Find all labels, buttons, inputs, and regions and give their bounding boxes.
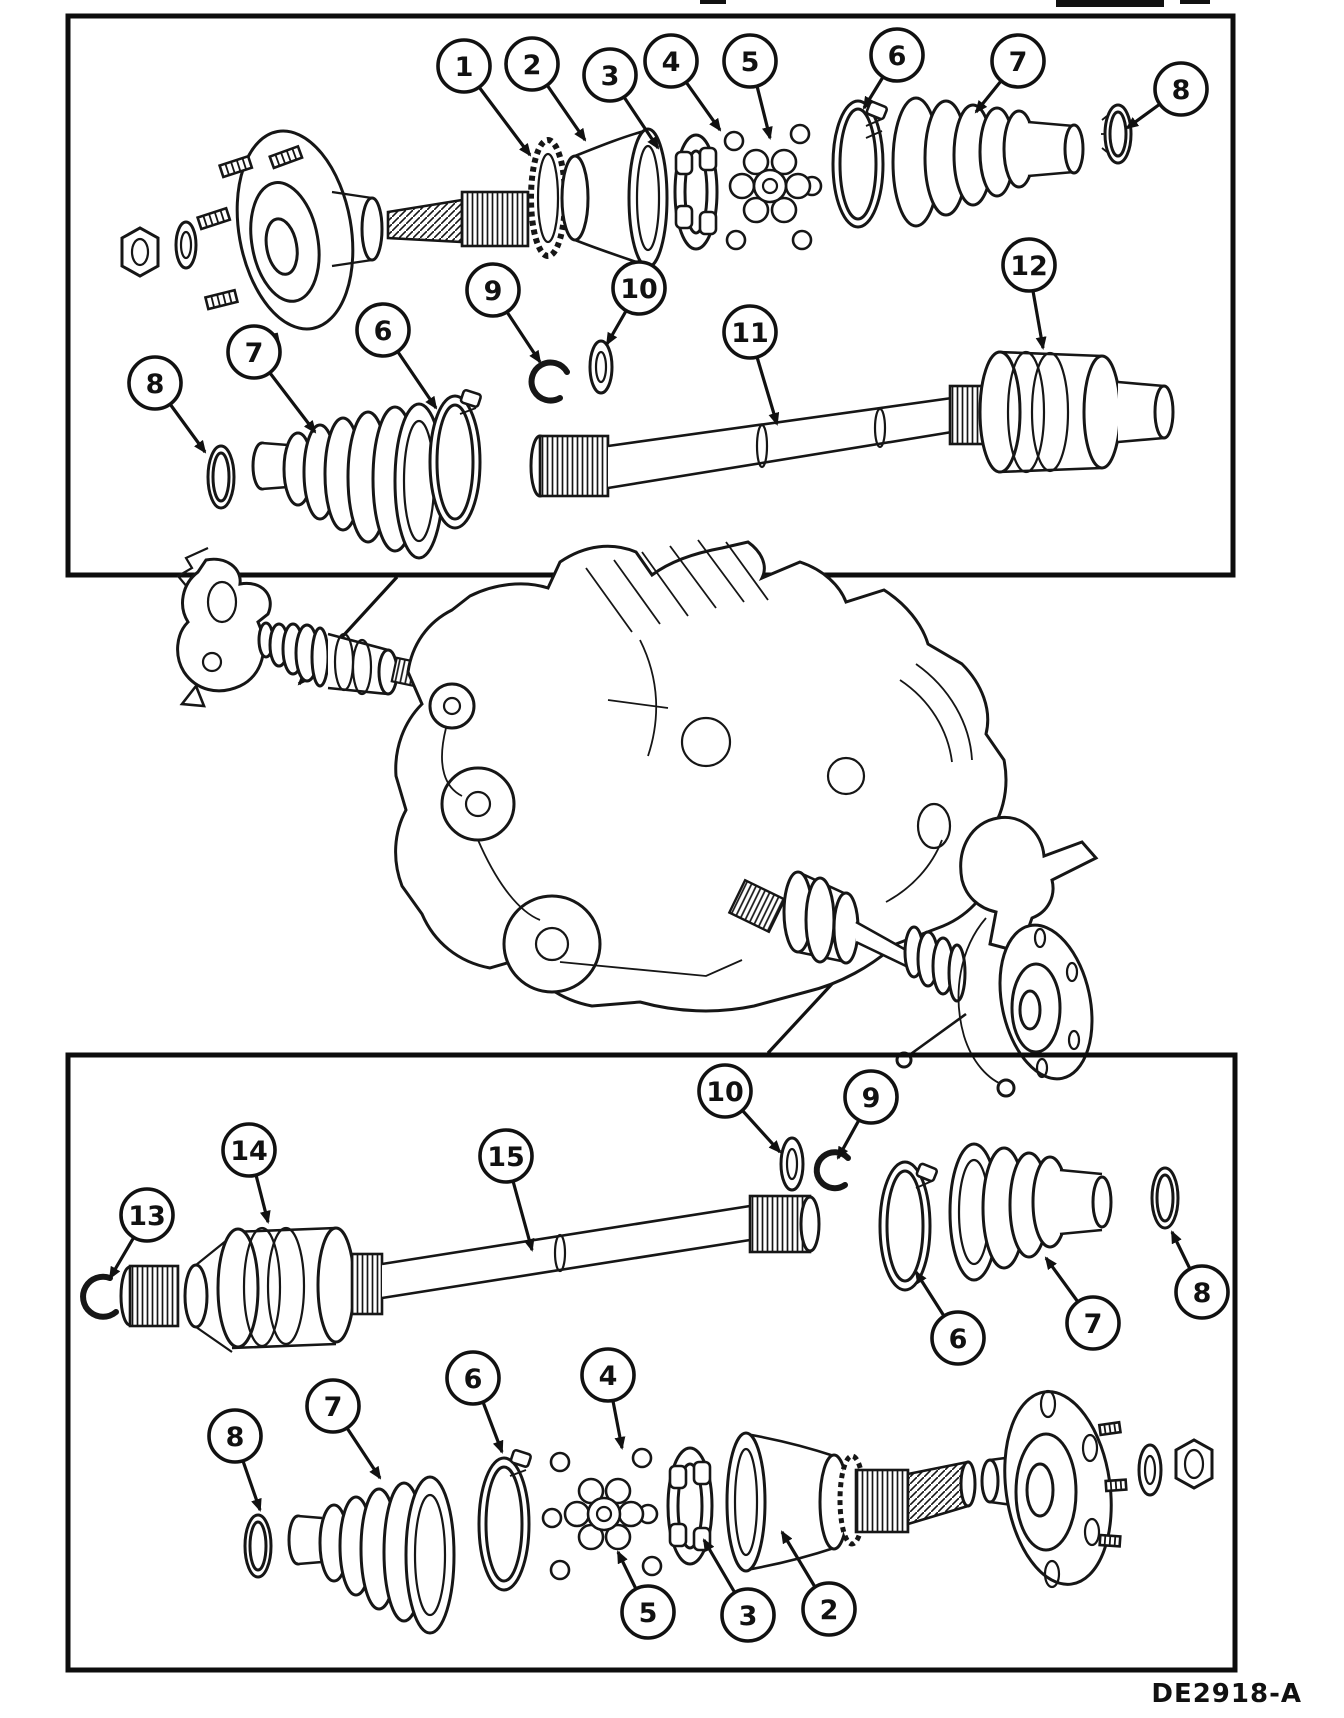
callout-arrow [547, 85, 585, 140]
callout-10 [699, 1065, 780, 1152]
cv-spider [730, 150, 810, 222]
outer-stub-shaft [388, 192, 528, 246]
svg-text:2: 2 [522, 50, 542, 81]
callout-arrow [483, 1402, 502, 1452]
svg-text:8: 8 [1192, 1278, 1212, 1309]
inner-cv-housing [950, 352, 1173, 472]
boot-clamp-large [479, 1450, 531, 1590]
cv-cage [668, 1448, 712, 1564]
svg-text:9: 9 [483, 276, 503, 307]
outer-cv-housing [562, 129, 667, 267]
svg-text:6: 6 [887, 41, 907, 72]
callout-arrow [607, 311, 626, 344]
boot-clamp-large [833, 101, 888, 227]
svg-text:15: 15 [487, 1142, 525, 1173]
callout-15 [480, 1130, 532, 1250]
callout-9 [467, 264, 540, 362]
cv-boot [253, 404, 443, 558]
callout-7 [976, 35, 1044, 112]
callout-4 [582, 1349, 634, 1448]
svg-text:2: 2 [819, 1595, 839, 1626]
svg-text:7: 7 [323, 1392, 343, 1423]
callout-arrow [170, 404, 205, 452]
callout-arrow [507, 312, 540, 362]
axle-nut [1176, 1440, 1212, 1488]
callout-arrow [243, 1461, 260, 1510]
svg-text:7: 7 [244, 338, 264, 369]
callout-arrow [270, 373, 315, 432]
svg-text:6: 6 [948, 1324, 968, 1355]
cv-boot [289, 1477, 454, 1633]
callout-arrow [613, 1401, 622, 1448]
svg-text:1: 1 [454, 52, 474, 83]
callout-6 [357, 304, 436, 408]
callout-5 [724, 35, 776, 138]
callout-7 [1046, 1258, 1119, 1349]
boot-clamp-small [1101, 105, 1131, 163]
callout-arrow [479, 87, 530, 155]
svg-text:13: 13 [128, 1201, 166, 1232]
callout-9 [838, 1071, 897, 1158]
hub-washer [176, 222, 196, 268]
svg-text:3: 3 [600, 61, 620, 92]
center-illustration [178, 540, 1106, 1096]
callout-8 [1172, 1232, 1228, 1318]
callout-6 [864, 29, 923, 108]
axle-shaft-inner-joint [121, 1196, 819, 1352]
cv-spider [565, 1479, 643, 1549]
wheel-hub [982, 1385, 1126, 1592]
svg-text:7: 7 [1083, 1309, 1103, 1340]
svg-text:3: 3 [738, 1601, 758, 1632]
bottom-panel [68, 1055, 1235, 1670]
callout-12 [1003, 239, 1055, 348]
hub-washer [1139, 1445, 1161, 1495]
thrust-washer [590, 341, 612, 393]
svg-text:5: 5 [638, 1598, 658, 1629]
callout-14 [223, 1124, 275, 1222]
snap-ring [817, 1152, 848, 1188]
callout-arrow [686, 82, 720, 130]
boot-clamp-large [430, 390, 481, 528]
svg-text:5: 5 [740, 47, 760, 78]
snap-ring [532, 363, 567, 401]
svg-text:8: 8 [145, 369, 165, 400]
callout-arrow [1046, 1258, 1078, 1302]
svg-text:14: 14 [230, 1136, 268, 1167]
cv-cage [675, 135, 717, 249]
callout-8 [1127, 63, 1207, 128]
callout-10 [607, 262, 665, 344]
callout-arrow [398, 352, 436, 408]
svg-text:6: 6 [463, 1364, 483, 1395]
cv-boot [893, 98, 1083, 226]
svg-text:10: 10 [706, 1077, 744, 1108]
callout-arrow [838, 1120, 859, 1158]
callout-arrow [256, 1175, 268, 1222]
svg-text:10: 10 [620, 274, 658, 305]
boot-clamp-large [880, 1162, 938, 1290]
cv-boot [950, 1144, 1111, 1280]
callout-7 [307, 1380, 380, 1478]
callout-arrow [757, 86, 770, 138]
callout-13 [110, 1189, 173, 1278]
boot-clamp-small [208, 446, 234, 508]
callout-8 [129, 357, 205, 452]
callout-4 [645, 35, 720, 130]
svg-text:11: 11 [731, 318, 769, 349]
circlip [83, 1277, 116, 1317]
figure-code: DE2918-A [1151, 1679, 1302, 1709]
callout-arrow [757, 357, 777, 424]
svg-text:8: 8 [225, 1422, 245, 1453]
callout-11 [724, 306, 777, 424]
top-panel [68, 16, 1233, 575]
boot-clamp-small [245, 1515, 271, 1577]
svg-text:8: 8 [1171, 75, 1191, 106]
thrust-washer [781, 1138, 803, 1190]
callout-6 [447, 1352, 502, 1452]
scan-artifacts [700, 0, 1210, 7]
svg-text:9: 9 [861, 1083, 881, 1114]
callout-8 [209, 1410, 261, 1510]
axle-shaft [531, 398, 952, 496]
svg-text:12: 12 [1010, 251, 1048, 282]
callout-6 [916, 1272, 984, 1364]
callout-arrow [1033, 291, 1043, 348]
callout-7 [228, 326, 315, 432]
callout-arrow [1127, 104, 1160, 128]
boot-clamp-small [1152, 1168, 1178, 1228]
svg-text:6: 6 [373, 316, 393, 347]
callout-arrow [1172, 1232, 1190, 1269]
svg-text:4: 4 [598, 1361, 618, 1392]
tone-ring [531, 140, 565, 256]
callout-arrow [513, 1181, 532, 1250]
axle-nut [122, 228, 158, 276]
callout-arrow [618, 1552, 636, 1589]
wheel-hub [198, 122, 382, 352]
callout-2 [506, 38, 585, 140]
outer-cv-housing-stub [727, 1433, 975, 1571]
callout-arrow [742, 1110, 780, 1152]
svg-text:4: 4 [661, 47, 681, 78]
svg-text:7: 7 [1008, 47, 1028, 78]
callout-arrow [347, 1428, 380, 1478]
callout-arrow [916, 1272, 944, 1316]
